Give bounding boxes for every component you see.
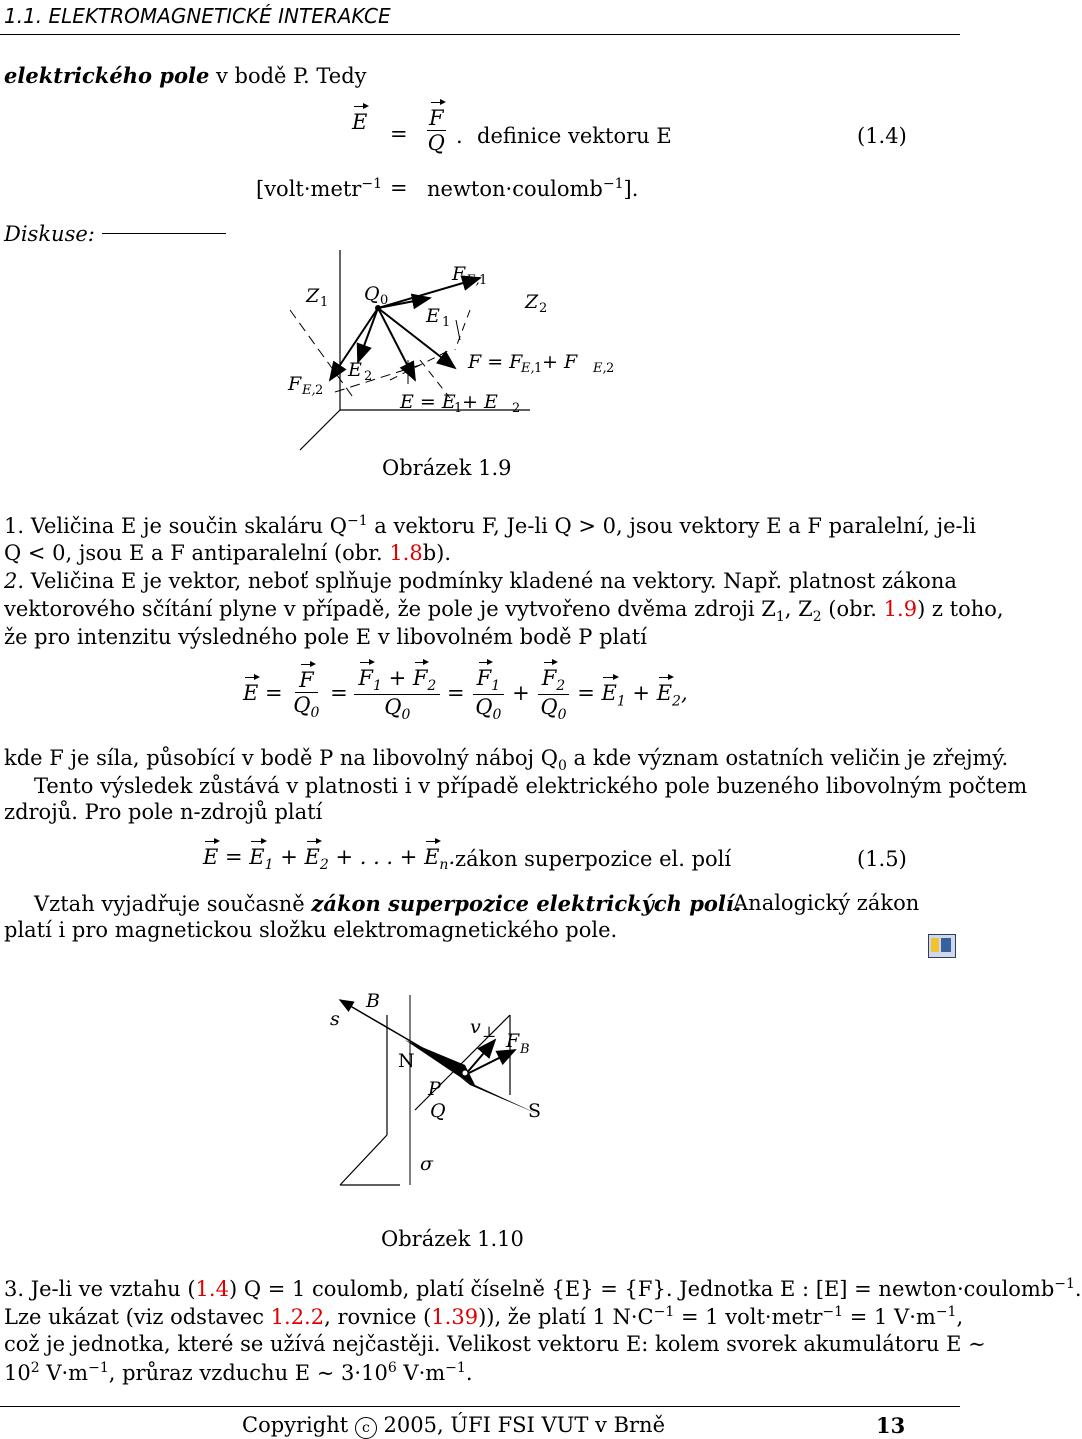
svg-text:B: B <box>520 1042 530 1057</box>
figure-1-9-caption: Obrázek 1.9 <box>382 456 512 480</box>
eq15-number: (1.5) <box>857 847 907 871</box>
eq15-law: zákon superpozice el. polí <box>455 847 732 871</box>
label-v: v <box>470 1016 481 1038</box>
para3-line3: zdrojů. Pro pole n-zdrojů platí <box>4 800 323 824</box>
discussion-label: Diskuse: <box>4 222 95 246</box>
para5-line3: což je jednotka, které se užívá nejčastěji. Velikost vektoru E: kolem svorek akumulátoru E ∼ <box>4 1332 986 1356</box>
label-FB: F <box>506 1030 520 1052</box>
running-header: 1.1. ELEKTROMAGNETICKÉ INTERAKCE <box>4 4 391 28</box>
label-sigma: σ <box>420 1153 433 1175</box>
svg-text:E,: E, <box>593 361 607 376</box>
footer-rule <box>0 1406 960 1407</box>
label-q0: Q <box>364 283 380 305</box>
svg-text:1: 1 <box>320 295 329 310</box>
header-rule <box>0 34 960 35</box>
svg-text:2: 2 <box>512 401 521 416</box>
svg-text:⊥: ⊥ <box>482 1023 497 1041</box>
para1-line2: Q < 0, jsou E a F antiparalelní (obr. 1.8b). <box>4 541 452 565</box>
svg-text:2: 2 <box>606 361 615 376</box>
eq-sum: E = $\frac{F}{Q_0}$ = $\frac{F_1 + F_2}{Q_0}$ = $\frac{F_1}{Q_0}$ + $\frac{F_2}{Q_0}$ = $E_1 + E_2$, <box>243 666 688 724</box>
ref-section-1-2-2[interactable]: 1.2.2 <box>270 1305 325 1329</box>
label-B: B <box>366 990 380 1012</box>
ref-eq-1-39[interactable]: 1.39 <box>431 1305 479 1329</box>
para1-line1: 1. Veličina E je součin skaláru $Q^{-1}$ a vektoru F, Je-li Q > 0, jsou vektory E a F paralelní, je-li <box>4 513 977 538</box>
para2-line3: že pro intenzitu výsledného pole E v libovolném bodě P platí <box>4 625 647 649</box>
svg-text:E,: E, <box>302 383 316 398</box>
eq14-number: (1.4) <box>857 124 907 148</box>
svg-text:+ F: + F <box>542 351 578 373</box>
discussion-rule <box>102 233 226 234</box>
svg-text:2: 2 <box>315 383 324 398</box>
ref-obr-1-8[interactable]: 1.8 <box>389 541 423 565</box>
page-number: 13 <box>876 1413 906 1438</box>
video-icon[interactable] <box>928 930 956 960</box>
para4-line1: Vztah vyjadřuje současně zákon superpozice elektrických polí. <box>34 891 742 916</box>
label-e1: E <box>426 305 440 327</box>
eq14-definition: definice vektoru E <box>477 124 672 148</box>
para2-line1: 2. Veličina E je vektor, neboť splňuje podmínky kladené na vektory. Např. platnost zákona <box>4 569 957 593</box>
svg-text:1: 1 <box>442 315 451 330</box>
units-lhs: [volt·metr <box>256 177 362 201</box>
svg-text:0: 0 <box>380 293 389 308</box>
svg-text:1: 1 <box>479 273 488 288</box>
footer-copyright: Copyright c 2005, ÚFI FSI VUT v Brně <box>242 1413 666 1437</box>
label-fe2: F <box>288 373 302 395</box>
para4-line2: platí i pro magnetickou složku elektromagnetického pole. <box>4 918 618 942</box>
svg-text:E,: E, <box>521 361 535 376</box>
label-fe1: F <box>452 263 466 285</box>
eq14-lhs: E <box>352 110 368 134</box>
eq14-units: [volt·metr$^{-1}$ <box>256 176 382 201</box>
para5-line2: Lze ukázat (viz odstavec 1.2.2, rovnice (1.39)), že platí 1 $N\cdot C^{-1} = 1$ volt·metr$^{-1}$ = 1 $V\cdot m^{-1}$, <box>4 1304 964 1329</box>
para2-line2: vektorového sčítání plyne v případě, že pole je vytvořeno dvěma zdroji $Z_1$, $Z_2$ (obr. 1.9) z toho, <box>4 597 1004 626</box>
label-S: S <box>528 1100 542 1122</box>
figure-1-10 <box>310 985 570 1215</box>
para3-line1: kde F je síla, působící v bodě P na libovolný náboj $Q_0$ a kde význam ostatních veličin je zřejmý. <box>4 746 1009 775</box>
label-s: s <box>330 1008 340 1030</box>
vector-e-sum <box>378 308 415 380</box>
eq14-dot: . <box>456 124 463 148</box>
svg-text:E,: E, <box>466 273 480 288</box>
label-z1: Z <box>306 285 320 307</box>
para4-end: Analogický zákon <box>733 891 920 915</box>
label-P: P <box>428 1078 441 1100</box>
figure-1-10-caption: Obrázek 1.10 <box>381 1227 524 1251</box>
svg-text:2: 2 <box>539 301 548 316</box>
intro-line <box>4 63 367 88</box>
units-rhs: newton·coulomb$^{-1}$]. <box>427 176 639 201</box>
intro-rest: v bodě P. Tedy <box>209 64 367 88</box>
units-equals: = <box>390 176 408 200</box>
svg-text:1: 1 <box>454 401 463 416</box>
para5-line4: $10^2$ $V\cdot m^{-1}$, průraz vzduchu E ∼ $3\cdot 10^6$ $V\cdot m^{-1}$. <box>4 1360 473 1385</box>
intro-bold: elektrického pole <box>4 63 210 88</box>
label-z2: Z <box>525 291 539 313</box>
vector-fb <box>465 1050 515 1075</box>
label-f-sum: F = F <box>468 351 523 373</box>
eq15: $E = E_1 + E_2$ + . . . + $E_n$. <box>203 845 456 874</box>
svg-text:2: 2 <box>364 369 373 384</box>
copyright-icon: c <box>355 1417 377 1439</box>
svg-text:+ E: + E <box>462 391 498 413</box>
eq14-fraction: F Q <box>427 106 445 155</box>
label-Q: Q <box>430 1100 446 1122</box>
label-e-sum: E = E <box>400 391 456 413</box>
eq14-equals: = <box>390 122 408 146</box>
figure-1-9 <box>280 250 640 460</box>
para3-line2: Tento výsledek zůstává v platnosti i v případě elektrického pole buzeného libovolným počtem <box>34 774 1028 798</box>
label-N: N <box>398 1050 415 1072</box>
ref-obr-1-9[interactable]: 1.9 <box>883 597 918 621</box>
svg-text:1: 1 <box>534 361 543 376</box>
ref-eq-1-4[interactable]: 1.4 <box>195 1277 229 1301</box>
para5-line1: 3. Je-li ve vztahu (1.4) Q = 1 coulomb, platí číselně {E} = {F}. Jednotka E : [E] = newton·coulomb$^{-1}$. <box>4 1276 1082 1301</box>
label-e2: E <box>348 359 362 381</box>
plane-edge-diagonal <box>300 410 340 450</box>
